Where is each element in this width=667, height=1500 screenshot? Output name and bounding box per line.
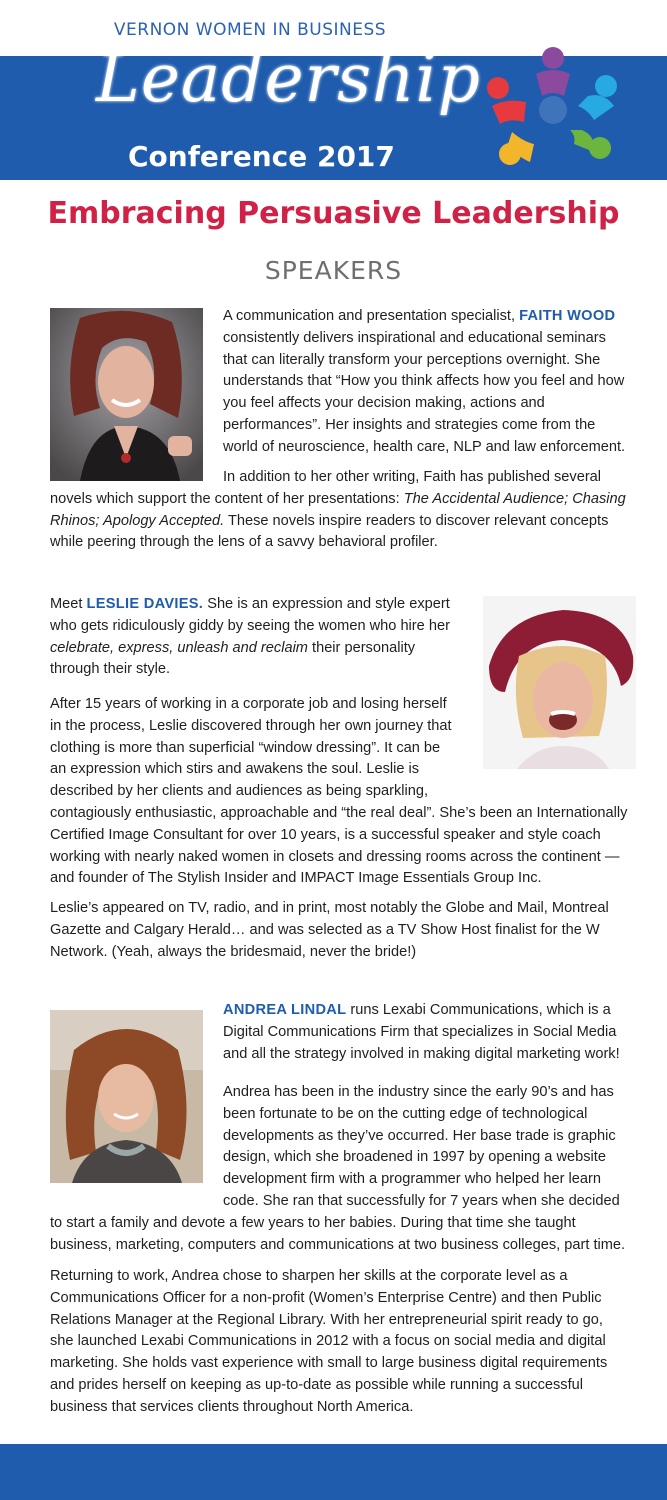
andrea-intro-body: runs Lexabi Communications, which is a Digital Communications Firm that specializes in Social Media and all the strategy involved in making digital marketing work!: [223, 1002, 620, 1062]
leslie-media-paragraph: [50, 898, 630, 963]
headline: Embracing Persuasive Leadership: [47, 196, 620, 231]
andrea-intro-paragraph: [223, 1000, 628, 1065]
leslie-career-text: After 15 years of working in a corporate job and losing herself in the process, Leslie discovered through her own journey that clothing is more than superficial “window dressing”. It can be an expression which stirs and awakens the soul. Leslie is described by her clients and audiences as being sparkling, contagiously enthusiastic, approachable and “the real deal”. She’s been an Internationally Certified Image Consultant for over 10 years, is a successful speaker and style coach working with nearly naked women in closets and dressing rooms across the continent — and founder of The Stylish Insider and IMPACT Image Essentials Group Inc.: [50, 696, 628, 887]
leslie-intro-italic: celebrate, express, unleash and reclaim: [50, 639, 308, 656]
speaker-photo-faith-wood: [50, 308, 203, 481]
photo-float-spacer: [50, 1082, 223, 1192]
organization-name: VERNON WOMEN IN BUSINESS: [113, 20, 387, 40]
andrea-career-text: Andrea has been in the industry since the early 90’s and has been fortunate to be on the cutting edge of technological developments as they’ve occurred. Her base trade is graphic design, which she broadened in 1997 by opening a website development firm with a programmer who helped her learn code. She ran that successfully for 7 years when she decided to start a family and devote a few years to her babies. During that time she taught business, marketing, computers and communications at two business colleges, part time.: [50, 1084, 626, 1253]
faith-intro-paragraph: [223, 306, 628, 459]
conference-title: Conference 2017: [128, 140, 395, 173]
speaker-name-faith-wood: FAITH WOOD: [519, 308, 616, 324]
logo-figures: [487, 47, 617, 165]
footer-band: [0, 1444, 667, 1500]
people-circle-logo-icon: [478, 44, 628, 174]
faith-writing-body: These novels inspire readers to discover relevant concepts while peering through the lens of a savvy behavioral profiler.: [50, 512, 609, 551]
portrait-faith-image: [50, 308, 203, 481]
leslie-intro-body-b: their personality through their style.: [50, 639, 416, 678]
faith-novel-titles: The Accidental Audience; Chasing Rhinos; Apology Accepted.: [50, 490, 626, 529]
faith-intro-body: consistently delivers inspirational and educational seminars that can literally transform your perceptions overnight. She understands that “How you think affects how you feel and how you feel affects your decision making, actions and performances”. Her insights and strategies come from the world of neuroscience, health care, NLP and law enforcement.: [223, 329, 626, 455]
andrea-career-paragraph: [50, 1082, 630, 1256]
leslie-career-paragraph: [50, 694, 630, 890]
faith-intro-lead: A communication and presentation specialist,: [223, 308, 520, 324]
faith-writing-paragraph: [50, 467, 630, 554]
section-title: SPEAKERS: [264, 256, 403, 285]
leslie-intro-paragraph: [50, 594, 455, 681]
leslie-intro-body-a: She is an expression and style expert who gets ridiculously giddy by seeing the women who hire her: [50, 596, 450, 634]
script-title: Leadership: [96, 40, 481, 117]
speaker-name-andrea-lindal: ANDREA LINDAL: [223, 1002, 347, 1018]
andrea-return-text: Returning to work, Andrea chose to sharpen her skills at the corporate level as a Communications Officer for a non-profit (Women’s Enterprise Centre) and then Public Relations Manager at the Regional Library. With her entrepreneurial spirit ready to go, she launched Lexabi Communications in 2012 with a focus on social media and digital marketing. She holds vast experience with small to large business digital requirements and prides herself on keeping as up-to-date as possible while running a successful business that services clients throughout North America.: [50, 1268, 608, 1415]
photo-float-spacer: [455, 694, 630, 794]
leslie-intro-lead: Meet: [50, 596, 87, 612]
andrea-return-paragraph: [50, 1266, 630, 1419]
faith-writing-lead: In addition to her other writing, Faith has published several novels which support the content of her presentations:: [50, 469, 602, 507]
speaker-name-leslie-davies: LESLIE DAVIES.: [86, 596, 204, 612]
leslie-media-text: Leslie’s appeared on TV, radio, and in print, most notably the Globe and Mail, Montreal Gazette and Calgary Herald… and was selected as a TV Show Host finalist for the W Network. (Yeah, always the bridesmaid, never the bride!): [50, 900, 609, 960]
